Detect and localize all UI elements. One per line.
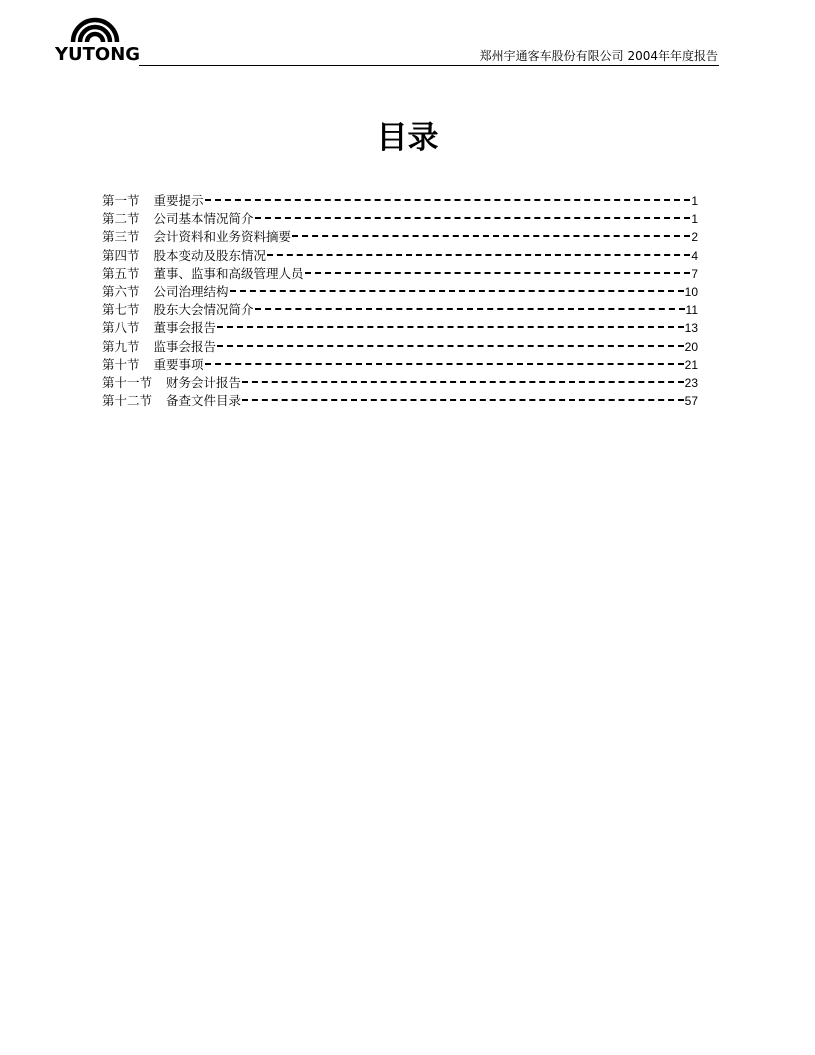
toc-page-number: 10 [684, 284, 698, 299]
toc-page-number: 11 [685, 303, 698, 318]
report-header-title: 郑州宇通客车股份有限公司 2004年年度报告 [479, 49, 718, 63]
logo-text: YUTONG [55, 44, 141, 65]
toc-section-number: 第十二节 [102, 393, 153, 409]
toc-section-number: 第四节 [102, 247, 140, 263]
toc-page-number: 4 [691, 248, 698, 263]
toc-section-title: 董事、监事和高级管理人员 [153, 265, 304, 281]
toc-leader [267, 254, 690, 256]
toc-section-title: 财务会计报告 [166, 374, 242, 390]
toc-entry[interactable] [102, 247, 698, 265]
toc-page-number: 2 [691, 230, 698, 245]
toc-section-title: 会计资料和业务资料摘要 [153, 229, 292, 245]
toc-page-number: 21 [684, 357, 698, 372]
toc-leader [305, 272, 691, 274]
toc-entry[interactable] [102, 392, 698, 410]
toc-page-number: 23 [684, 375, 698, 390]
toc-section-number: 第一节 [102, 193, 140, 208]
toc-leader [255, 308, 685, 310]
toc-entry[interactable] [102, 338, 698, 356]
toc-section-title: 董事会报告 [153, 320, 217, 336]
toc-leader [217, 326, 684, 328]
toc-leader [292, 235, 690, 237]
toc-page-number: 1 [691, 194, 698, 208]
toc-entry[interactable] [102, 301, 698, 319]
toc-leader [230, 290, 684, 292]
toc-section-number: 第三节 [102, 229, 140, 245]
toc-page-number: 1 [691, 212, 698, 227]
toc-section-number: 第七节 [102, 302, 140, 318]
toc-entry[interactable] [102, 228, 698, 246]
toc-section-number: 第五节 [102, 265, 140, 281]
toc-entry[interactable] [102, 265, 698, 283]
toc-section-title: 公司基本情况简介 [153, 211, 254, 227]
table-of-contents [102, 192, 698, 410]
header-divider [139, 65, 719, 66]
yutong-logo [55, 14, 139, 66]
toc-entry[interactable] [102, 319, 698, 337]
toc-entry[interactable] [102, 356, 698, 374]
toc-entry[interactable] [102, 283, 698, 301]
toc-section-number: 第二节 [102, 211, 140, 227]
toc-leader [205, 199, 691, 201]
toc-entry[interactable] [102, 210, 698, 228]
toc-section-title: 重要提示 [153, 193, 204, 208]
toc-section-title: 股东大会情况简介 [153, 302, 254, 318]
toc-section-title: 备查文件目录 [166, 393, 242, 409]
toc-section-number: 第九节 [102, 338, 140, 354]
toc-entry[interactable] [102, 374, 698, 392]
toc-section-number: 第十一节 [102, 374, 153, 390]
page-title: 目录 [376, 120, 439, 156]
toc-section-number: 第八节 [102, 320, 140, 336]
toc-page-number: 20 [684, 339, 698, 354]
toc-leader [205, 363, 684, 365]
toc-section-title: 公司治理结构 [153, 283, 229, 299]
toc-section-title: 股本变动及股东情况 [153, 247, 267, 263]
toc-leader [242, 381, 684, 383]
toc-page-number: 13 [684, 321, 698, 336]
logo-arcs-icon [69, 14, 121, 44]
toc-leader [242, 399, 684, 401]
toc-page-number: 57 [684, 394, 698, 409]
toc-section-number: 第十节 [102, 356, 140, 372]
toc-section-number: 第六节 [102, 283, 140, 299]
toc-leader [255, 217, 691, 219]
toc-leader [217, 345, 684, 347]
toc-entry[interactable] [102, 192, 698, 210]
toc-section-title: 重要事项 [153, 356, 204, 372]
toc-section-title: 监事会报告 [153, 338, 217, 354]
toc-page-number: 7 [691, 266, 698, 281]
